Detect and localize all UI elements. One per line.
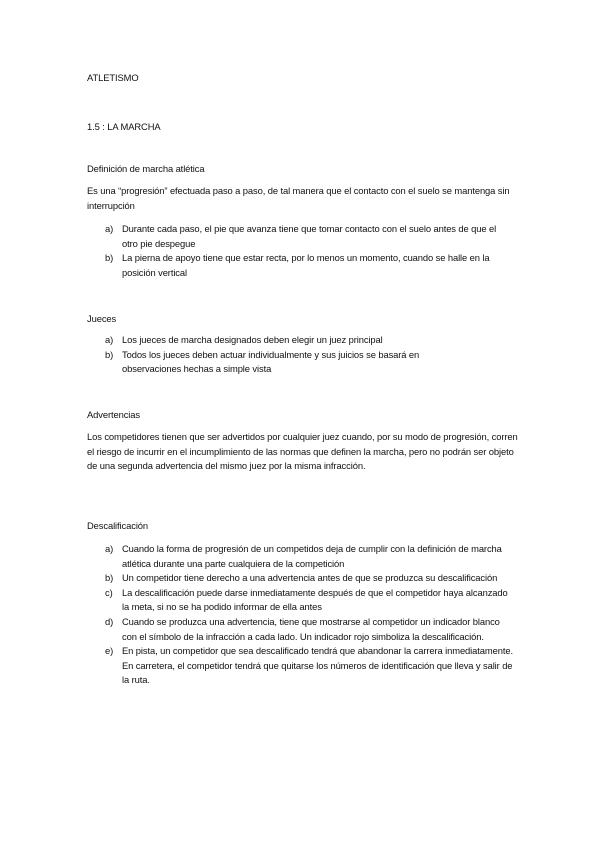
list-item: [105, 615, 515, 644]
document-title: ATLETISMO: [87, 72, 139, 83]
list-marker: d): [105, 615, 114, 627]
list-item-text: En pista, un competidor que sea descalificado tendrá que abandonar la carrera inmediatamente. En carretera, el competidor tendrá que quitarse los números de identificación que lleva y salir de la ruta.: [122, 645, 513, 686]
descalificacion-list: [105, 542, 515, 688]
descalificacion-heading: Descalificación: [87, 520, 149, 531]
list-item-text: Cuando la forma de progresión de un competidos deja de cumplir con la definición de marcha atlética durante una parte cualquiera de la competición: [122, 543, 502, 569]
list-item: [105, 586, 515, 615]
jueces-heading: Jueces: [87, 313, 117, 324]
definicion-heading: Definición de marcha atlética: [87, 163, 205, 174]
list-marker: c): [105, 586, 113, 598]
list-item: [105, 251, 509, 280]
list-item: [105, 348, 457, 377]
definicion-intro: Es una “progresión” efectuada paso a paso, de tal manera que el contacto con el suelo se mantenga sin interrupción: [87, 185, 510, 211]
list-marker: a): [105, 223, 114, 234]
list-item-text: Un competidor tiene derecho a una advertencia antes de que se produzca su descalificación: [122, 572, 498, 584]
section-heading: 1.5 : LA MARCHA: [87, 121, 161, 132]
list-item: [105, 644, 515, 688]
list-item-text: La descalificación puede darse inmediatamente después de que el competidor haya alcanzado la meta, si no se ha podido informar de ella antes: [122, 586, 508, 613]
advertencias-heading: Advertencias: [87, 409, 140, 420]
jueces-list: [105, 333, 457, 377]
list-marker: a): [105, 543, 114, 554]
list-item-text: Durante cada paso, el pie que avanza tiene que tomar contacto con el suelo antes de que el otro pie despegue: [122, 223, 497, 249]
list-item: [105, 542, 515, 571]
list-item: [105, 333, 457, 348]
advertencias-body: Los competidores tienen que ser advertidos por cualquier juez cuando, por su modo de progresión, corren el riesgo de incurrir en el incumplimiento de las normas que definen la marcha, pero no podrán ser objeto de una segunda advertencia del mismo juez por la misma infracción.: [87, 431, 518, 472]
list-item: [105, 222, 509, 251]
list-marker: e): [105, 645, 114, 657]
list-item: [105, 571, 515, 586]
list-marker: b): [105, 572, 114, 584]
list-item-text: La pierna de apoyo tiene que estar recta, por lo menos un momento, cuando se halle en la posición vertical: [122, 252, 490, 278]
list-marker: b): [105, 252, 114, 264]
list-item-text: Cuando se produzca una advertencia, tiene que mostrarse al competidor un indicador blanco con el símbolo de la infracción a cada lado. Un indicador rojo simboliza la descalificación.: [122, 615, 500, 642]
list-item-text: Todos los jueces deben actuar individualmente y sus juicios se basará en observaciones hechas a simple vista: [122, 348, 420, 375]
list-marker: b): [105, 348, 114, 360]
definicion-list: [105, 222, 509, 280]
list-marker: a): [105, 334, 114, 345]
list-item-text: Los jueces de marcha designados deben elegir un juez principal: [122, 334, 383, 345]
